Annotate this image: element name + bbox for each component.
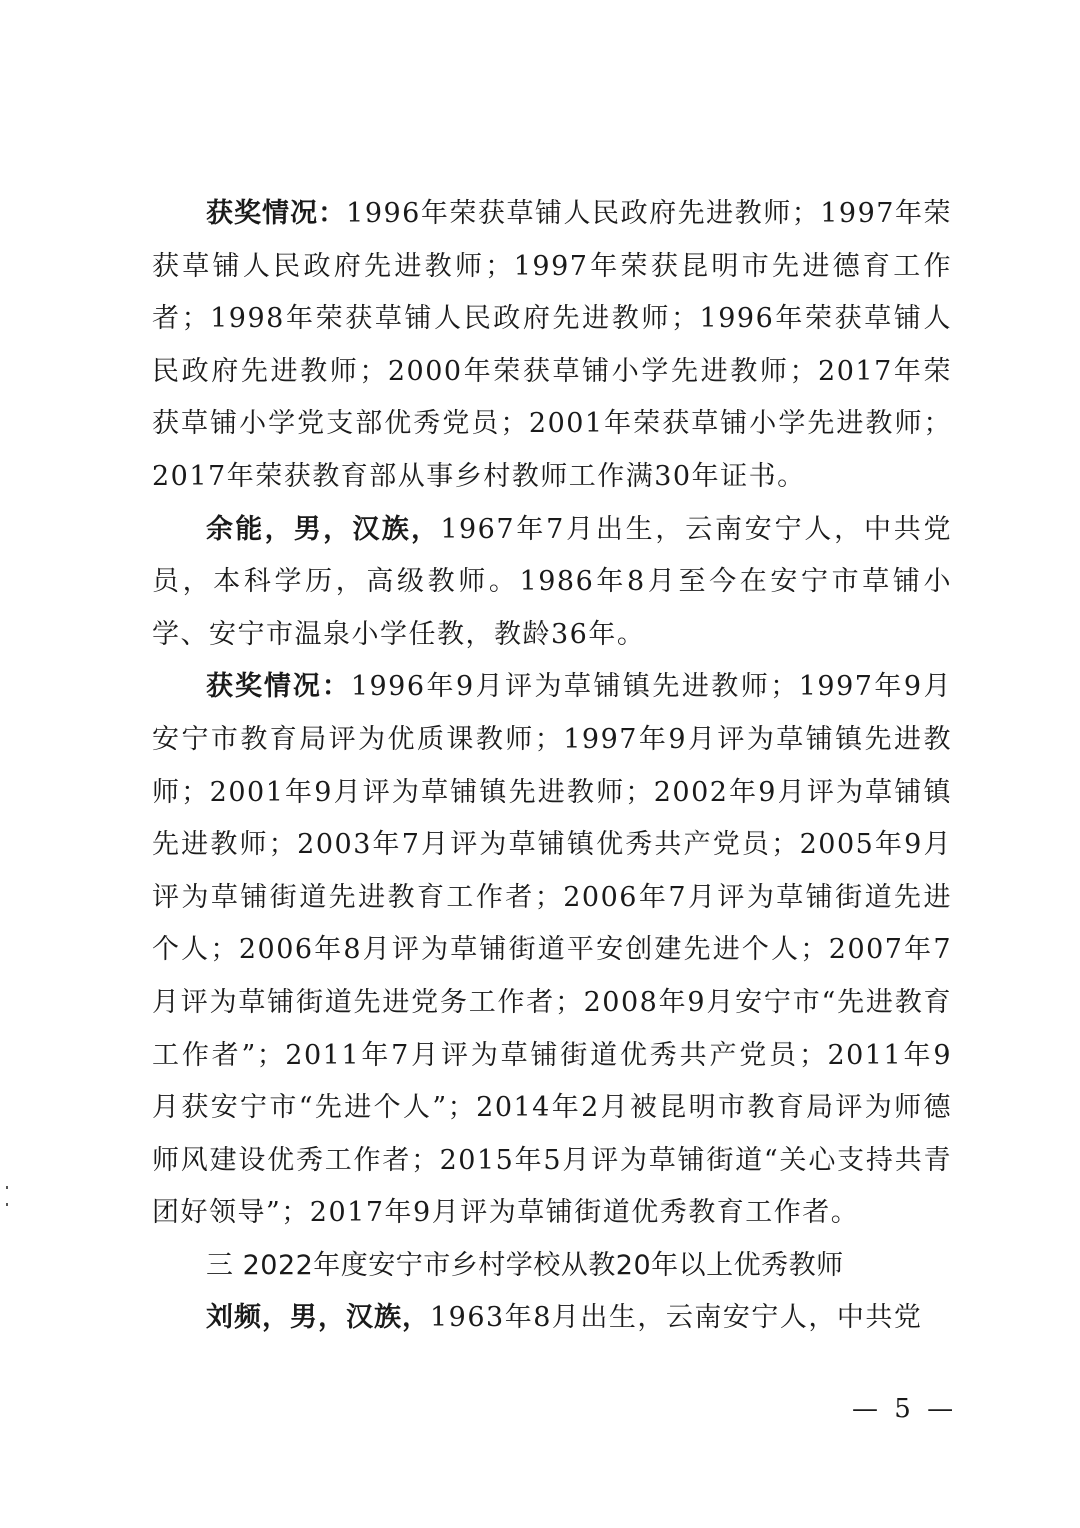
profile-paragraph-yu-neng bbox=[152, 504, 952, 662]
page-number: — 5 — bbox=[852, 1394, 958, 1424]
awards-paragraph-2 bbox=[152, 661, 952, 1240]
awards-text: 1996年9月评为草铺镇先进教师；1997年9月安宁市教育局评为优质课教师；1997年9月评为草铺镇先进教师；2001年9月评为草铺镇先进教师；2002年9月评为草铺镇先进教师；2003年7月评为草铺镇优秀共产党员；2005年9月评为草铺街道先进教育工作者；2006年7月评为草铺街道先进个人；2006年8月评为草铺街道平安创建先进个人；2007年7月评为草铺街道先进党务工作者；2008年9月安宁市“先进教育工作者”；2011年7月评为草铺街道优秀共产党员；2011年9月获安宁市“先进个人”；2014年2月被昆明市教育局评为师德师风建设优秀工作者；2015年5月评为草铺街道“关心支持共青团好领导”；2017年9月评为草铺街道优秀教育工作者。 bbox=[152, 671, 953, 1229]
page-body bbox=[152, 188, 952, 1345]
person-name-label: 刘频，男，汉族， bbox=[206, 1302, 430, 1334]
awards-label: 获奖情况： bbox=[206, 671, 351, 703]
profile-paragraph-liu-pin bbox=[152, 1292, 952, 1345]
binding-mark bbox=[6, 1186, 8, 1189]
profile-text: 1967年7月出生，云南安宁人，中共党员，本科学历，高级教师。1986年8月至今在安宁市草铺小学、安宁市温泉小学任教，教龄36年。 bbox=[152, 513, 953, 650]
binding-mark bbox=[6, 1203, 8, 1206]
section-heading: 三 2022年度安宁市乡村学校从教20年以上优秀教师 bbox=[206, 1249, 844, 1281]
person-name-label: 余能，男，汉族， bbox=[206, 513, 441, 545]
profile-text: 1963年8月出生，云南安宁人，中共党 bbox=[430, 1302, 923, 1334]
awards-text: 1996年荣获草铺人民政府先进教师；1997年荣获草铺人民政府先进教师；1997年荣获昆明市先进德育工作者；1998年荣获草铺人民政府先进教师；1996年荣获草铺人民政府先进教师；2000年荣获草铺小学先进教师；2017年荣获草铺小学党支部优秀党员；2001年荣获草铺小学先进教师；2017年荣获教育部从事乡村教师工作满30年证书。 bbox=[152, 198, 952, 492]
awards-label: 获奖情况： bbox=[206, 198, 347, 229]
awards-paragraph-1 bbox=[152, 188, 952, 504]
binding-marks bbox=[6, 1186, 10, 1226]
